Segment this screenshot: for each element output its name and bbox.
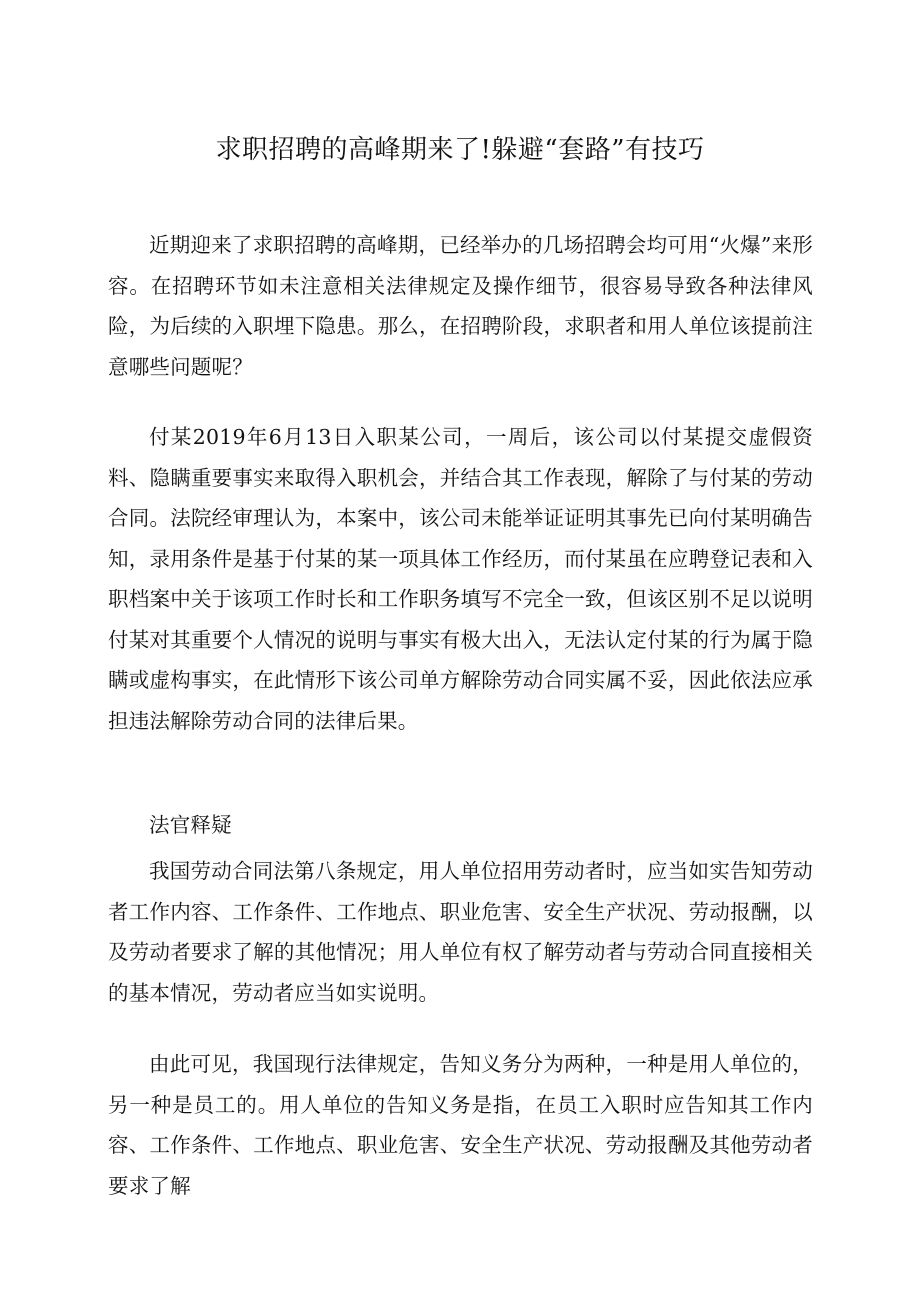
document-title: 求职招聘的高峰期来了!躲避“套路”有技巧	[215, 135, 705, 165]
section-heading-judge-explains: 法官释疑	[149, 813, 232, 837]
paragraph-intro: 近期迎来了求职招聘的高峰期，已经举办的几场招聘会均可用“火爆”来形容。在招聘环节如未注意相关法律规定及操作细节，很容易导致各种法律风险，为后续的入职埋下隐患。那么，在招聘阶段，求职者和用人单位该提前注意哪些问题呢？	[108, 233, 813, 379]
paragraph-disclosure-duty: 由此可见，我国现行法律规定，告知义务分为两种，一种是用人单位的，另一种是员工的。用人单位的告知义务是指，在员工入职时应告知其工作内容、工作条件、工作地点、职业危害、安全生产状况、劳动报酬及其他劳动者要求了解	[108, 1052, 813, 1198]
paragraph-labor-law: 我国劳动合同法第八条规定，用人单位招用劳动者时，应当如实告知劳动者工作内容、工作条件、工作地点、职业危害、安全生产状况、劳动报酬，以及劳动者要求了解的其他情况；用人单位有权了解劳动者与劳动合同直接相关的基本情况，劳动者应当如实说明。	[108, 859, 813, 1005]
paragraph-case: 付某2019年6月13日入职某公司，一周后，该公司以付某提交虚假资料、隐瞒重要事实来取得入职机会，并结合其工作表现，解除了与付某的劳动合同。法院经审理认为，本案中，该公司未能举证证明其事先已向付某明确告知，录用条件是基于付某的某一项具体工作经历，而付某虽在应聘登记表和入职档案中关于该项工作时长和工作职务填写不完全一致，但该区别不足以说明付某对其重要个人情况的说明与事实有极大出入，无法认定付某的行为属于隐瞒或虚构事实，在此情形下该公司单方解除劳动合同实属不妥，因此依法应承担违法解除劳动合同的法律后果。	[108, 425, 813, 733]
